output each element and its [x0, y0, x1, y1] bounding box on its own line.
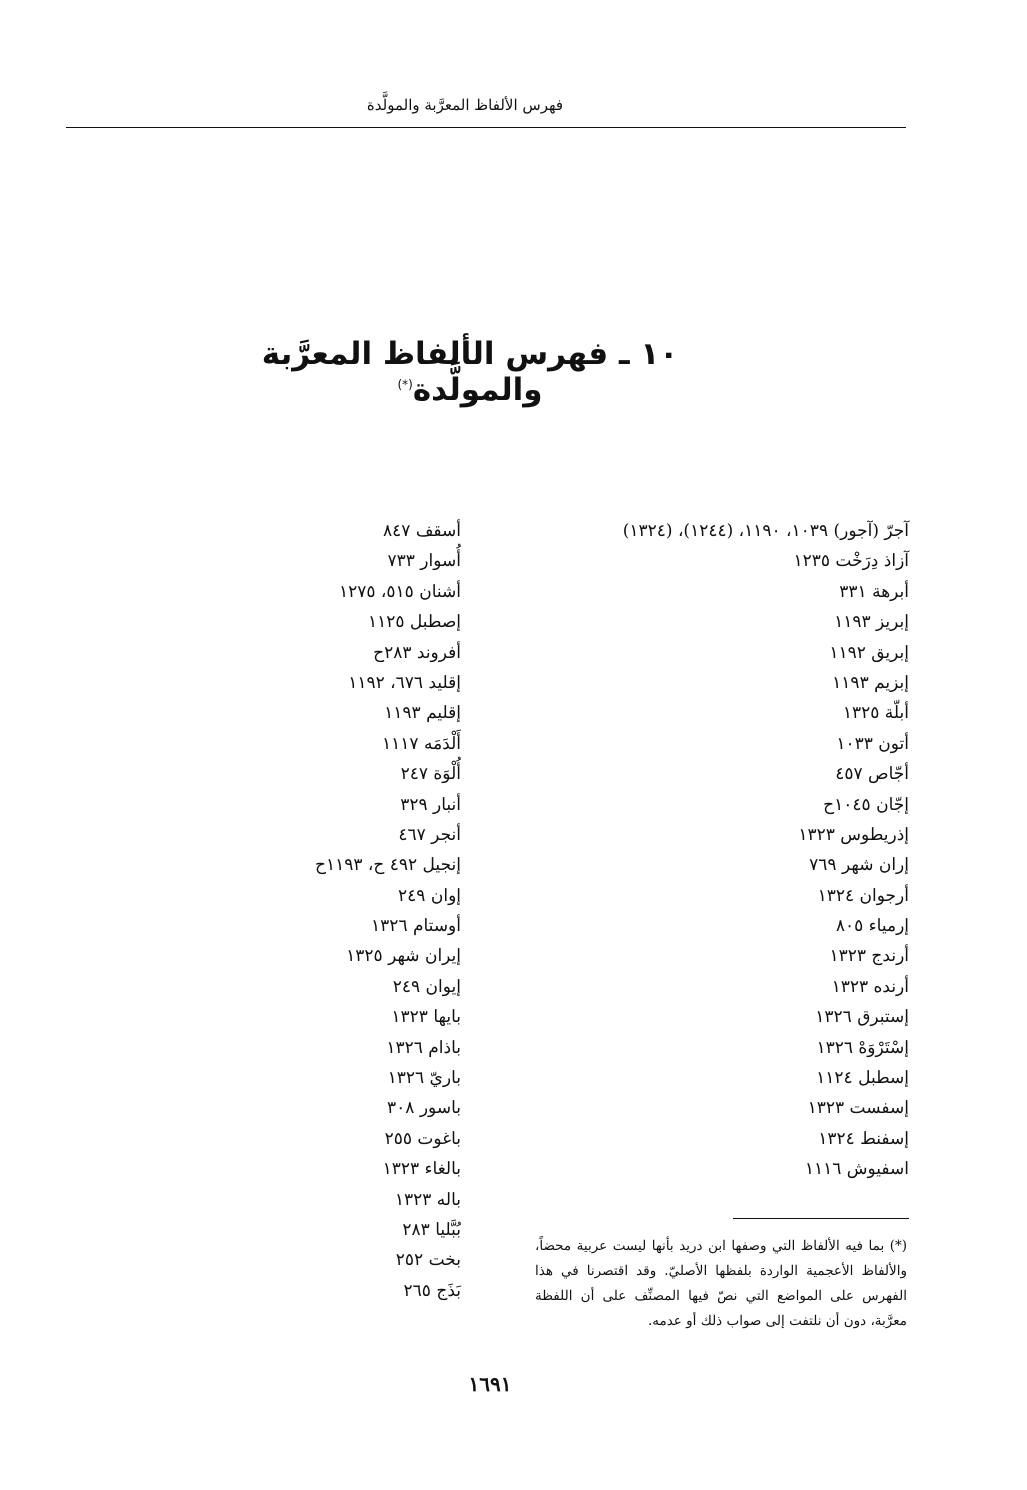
index-entry: أُسوار ٧٣٣ — [387, 551, 461, 572]
index-entry: إسفست ١٣٢٣ — [807, 1098, 909, 1119]
index-entry: أتون ١٠٣٣ — [836, 733, 909, 754]
index-entry: باغوت ٢٥٥ — [384, 1128, 461, 1149]
index-entry: أرنده ١٣٢٣ — [831, 976, 909, 997]
index-entry: أَلْدَمَه ١١١٧ — [382, 733, 461, 754]
index-entry: إران شهر ٧٦٩ — [809, 855, 909, 876]
footnote: (*) بما فيه الألفاظ التي وصفها ابن دريد بأنها ليست عربية محضاً، والألفاظ الأعجمية الواردة بلفظها الأصليّ. وقد اقتصرنا في هذا الفهرس على المواضع التي نصّ فيها المصنِّف على أن اللفظة معرَّبة، دون أن نلتفت إلى صواب ذلك أو عدمه. — [535, 1238, 907, 1329]
running-head: فهرس الألفاظ المعرَّبة والمولَّدة — [366, 96, 564, 114]
index-entry: إرمياء ٨٠٥ — [835, 916, 909, 937]
index-entry: أنجر ٤٦٧ — [398, 824, 461, 845]
index-entry: بخت ٢٥٢ — [395, 1250, 461, 1271]
chapter-title-text: ١٠ ـ فهرس الألفاظ المعرَّبة والمولَّدة — [261, 336, 679, 408]
index-entry: باسور ٣٠٨ — [387, 1098, 461, 1119]
index-entry: إبريز ١١٩٣ — [834, 612, 909, 633]
footnote-rule — [733, 1218, 909, 1219]
index-entry: إبزيم ١١٩٣ — [832, 672, 909, 693]
index-entry: إسطبل ١١٢٤ — [816, 1068, 909, 1089]
index-entry: إذريطوس ١٣٢٣ — [798, 824, 909, 845]
index-entry: بُبَّليا ٢٨٣ — [402, 1219, 461, 1240]
index-entry: باله ١٣٢٣ — [394, 1189, 461, 1210]
index-entry: إصطبل ١١٢٥ — [367, 612, 461, 633]
index-entry: إوان ٢٤٩ — [398, 885, 461, 906]
index-entry: أشنان ٥١٥، ١٢٧٥ — [339, 581, 461, 602]
index-entry: أفروند ٢٨٣ح — [373, 642, 461, 663]
index-entry: أوستام ١٣٢٦ — [371, 916, 461, 937]
index-entry: أرندج ١٣٢٣ — [829, 946, 909, 967]
index-entry: إجّان ١٠٤٥ح — [823, 794, 909, 815]
index-column-right — [529, 516, 909, 1185]
index-entry: إيران شهر ١٣٢٥ — [346, 946, 461, 967]
index-entry: بَذَج ٢٦٥ — [403, 1280, 461, 1301]
index-entry: أُلْوَة ٢٤٧ — [400, 764, 461, 785]
index-column-left — [261, 516, 461, 1306]
index-entry: أبلّة ١٣٢٥ — [842, 703, 909, 724]
index-entry: إسفنط ١٣٢٤ — [818, 1128, 909, 1149]
index-entry: اسفيوش ١١١٦ — [804, 1159, 909, 1180]
index-entry: أبرهة ٣٣١ — [839, 581, 909, 602]
index-entry: أرجوان ١٣٢٤ — [817, 885, 909, 906]
index-entry: بالغاء ١٣٢٣ — [382, 1159, 461, 1180]
index-entry: باذام ١٣٢٦ — [386, 1037, 461, 1058]
index-entry: آجرّ (آجور) ١٠٣٩، ١١٩٠، (١٢٤٤)، (١٣٢٤) — [622, 521, 909, 541]
header-rule — [66, 127, 906, 128]
index-entry: أسقف ٨٤٧ — [383, 521, 461, 541]
chapter-title — [250, 336, 690, 408]
index-entry: بايها ١٣٢٣ — [391, 1007, 461, 1028]
index-entry: أجّاص ٤٥٧ — [835, 764, 909, 785]
index-entry: إبريق ١١٩٢ — [829, 642, 909, 663]
index-entry: باريّ ١٣٢٦ — [387, 1068, 461, 1089]
index-entry: إيوان ٢٤٩ — [392, 976, 461, 997]
index-entry: آزاذ دِرَخْت ١٢٣٥ — [793, 551, 909, 572]
index-entry: إسْتَرْوَهْ ١٣٢٦ — [816, 1037, 909, 1058]
index-entry: إنجيل ٤٩٢ ح، ١١٩٣ح — [314, 855, 461, 876]
index-entry: إقليد ٦٧٦، ١١٩٢ — [348, 672, 461, 693]
chapter-title-note-marker: (*) — [397, 377, 413, 392]
page-number: ١٦٩١ — [468, 1372, 512, 1396]
index-entry: إستبرق ١٣٢٦ — [815, 1007, 909, 1028]
index-entry: أنبار ٣٢٩ — [400, 794, 461, 815]
index-entry: إقليم ١١٩٣ — [384, 703, 461, 724]
